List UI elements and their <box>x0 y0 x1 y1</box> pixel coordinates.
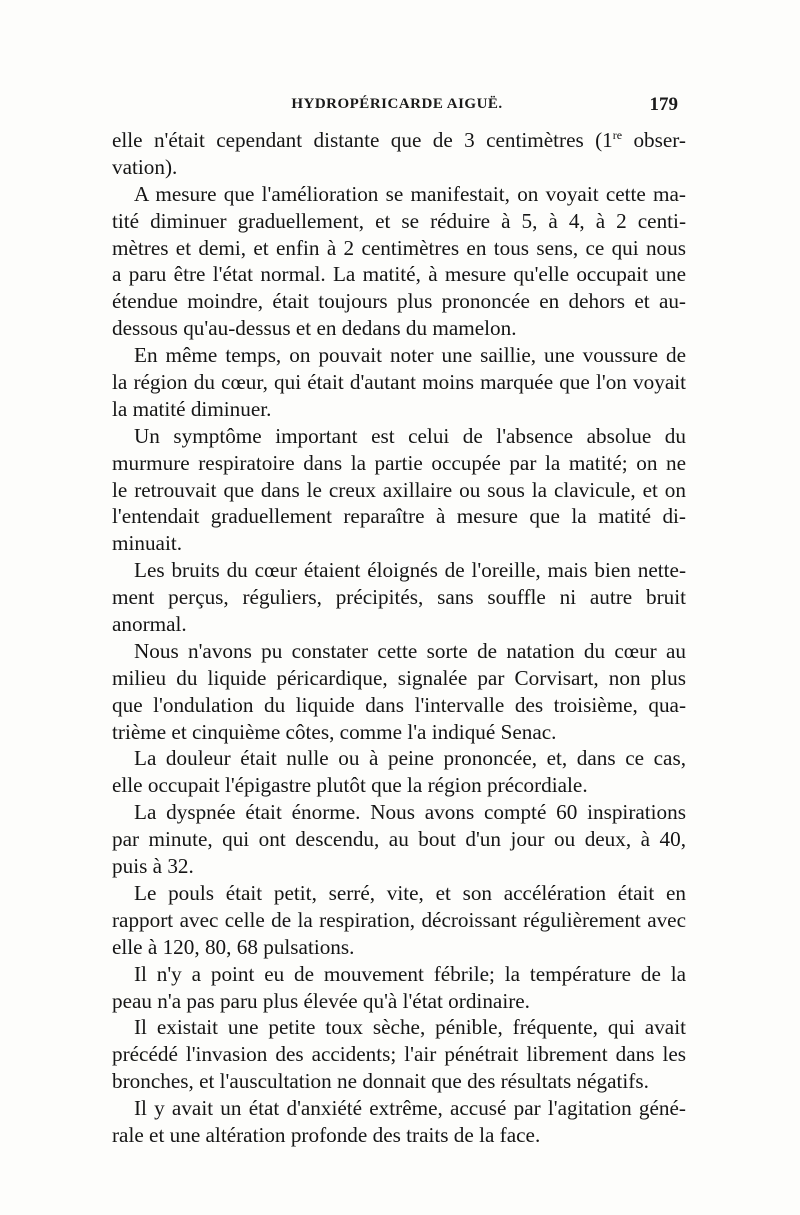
body-text <box>112 127 686 1149</box>
text-line: puis à 32. <box>112 854 194 879</box>
text-line: Il n'y a point eu de mouvement fébrile; la température de la <box>134 961 686 986</box>
paragraph <box>112 127 686 181</box>
text-line: le retrouvait que dans le creux axillaire ou sous la clavicule, et on <box>112 477 686 502</box>
text-line: Il existait une petite toux sèche, pénible, fréquente, qui avait <box>134 1015 686 1040</box>
paragraph <box>112 638 686 746</box>
paragraph <box>112 1095 686 1149</box>
running-title: HYDROPÉRICARDE AIGUË. <box>291 96 503 112</box>
text-line: La dyspnée était énorme. Nous avons compté 60 inspirations <box>134 800 686 825</box>
text-line: minuait. <box>112 531 183 556</box>
text-line: que l'ondulation du liquide dans l'intervalle des troisième, qua- <box>112 692 686 717</box>
text-line: par minute, qui ont descendu, au bout d'un jour ou deux, à 40, <box>112 827 686 852</box>
text-line: la région du cœur, qui était d'autant moins marquée que l'on voyait <box>112 370 686 395</box>
text-line: A mesure que l'amélioration se manifestait, on voyait cette ma- <box>134 181 686 206</box>
text-line: murmure respiratoire dans la partie occupée par la matité; on ne <box>112 450 686 475</box>
text-line: Les bruits du cœur étaient éloignés de l'oreille, mais bien nette- <box>134 558 686 583</box>
text-line: rale et une altération profonde des traits de la face. <box>112 1122 541 1147</box>
text-line: vation). <box>112 154 178 179</box>
text-line: Un symptôme important est celui de l'absence absolue du <box>134 423 686 448</box>
text-line: En même temps, on pouvait noter une saillie, une voussure de <box>134 343 686 368</box>
text-line: la matité diminuer. <box>112 396 272 421</box>
paragraph <box>112 961 686 1015</box>
text-line: Nous n'avons pu constater cette sorte de natation du cœur au <box>134 638 686 663</box>
paragraph <box>112 745 686 799</box>
text-line: La douleur était nulle ou à peine prononcée, et, dans ce cas, <box>134 746 686 771</box>
text-line: l'entendait graduellement reparaître à mesure que la matité di- <box>112 504 686 529</box>
paragraph <box>112 342 686 423</box>
text-line: Le pouls était petit, serré, vite, et son accélération était en <box>134 880 686 905</box>
text-line: trième et cinquième côtes, comme l'a indiqué Senac. <box>112 719 557 744</box>
paragraph <box>112 880 686 961</box>
text-line: anormal. <box>112 612 187 637</box>
text-line: rapport avec celle de la respiration, décroissant régulièrement avec <box>112 907 686 932</box>
text-line: Il y avait un état d'anxiété extrême, accusé par l'agitation géné- <box>134 1096 686 1121</box>
page-header <box>112 96 682 126</box>
paragraph <box>112 1014 686 1095</box>
paragraph <box>112 799 686 880</box>
text-line: mètres et demi, et enfin à 2 centimètres en tous sens, ce qui nous <box>112 235 686 260</box>
text-line: peau n'a pas paru plus élevée qu'à l'état ordinaire. <box>112 988 530 1013</box>
text-line: elle à 120, 80, 68 pulsations. <box>112 934 355 959</box>
text-line: a paru être l'état normal. La matité, à mesure qu'elle occupait une <box>112 262 686 287</box>
paragraph <box>112 557 686 638</box>
paragraph <box>112 423 686 557</box>
page-number: 179 <box>649 94 678 115</box>
text-line: elle occupait l'épigastre plutôt que la région précordiale. <box>112 773 588 798</box>
text-line: dessous qu'au-dessus et en dedans du mamelon. <box>112 316 517 341</box>
text-line: milieu du liquide péricardique, signalée par Corvisart, non plus <box>112 665 686 690</box>
paragraph <box>112 181 686 342</box>
text-line: précédé l'invasion des accidents; l'air pénétrait librement dans les <box>112 1042 686 1067</box>
text-line: bronches, et l'auscultation ne donnait que des résultats négatifs. <box>112 1069 649 1094</box>
superscript: re <box>612 127 623 142</box>
text-line: ment perçus, réguliers, précipités, sans souffle ni autre bruit <box>112 585 686 610</box>
text-line: étendue moindre, était toujours plus prononcée en dehors et au- <box>112 289 686 314</box>
text-line: elle n'était cependant distante que de 3 centimètres (1re obser- <box>112 127 686 152</box>
text-line: tité diminuer graduellement, et se réduire à 5, à 4, à 2 centi- <box>112 208 686 233</box>
